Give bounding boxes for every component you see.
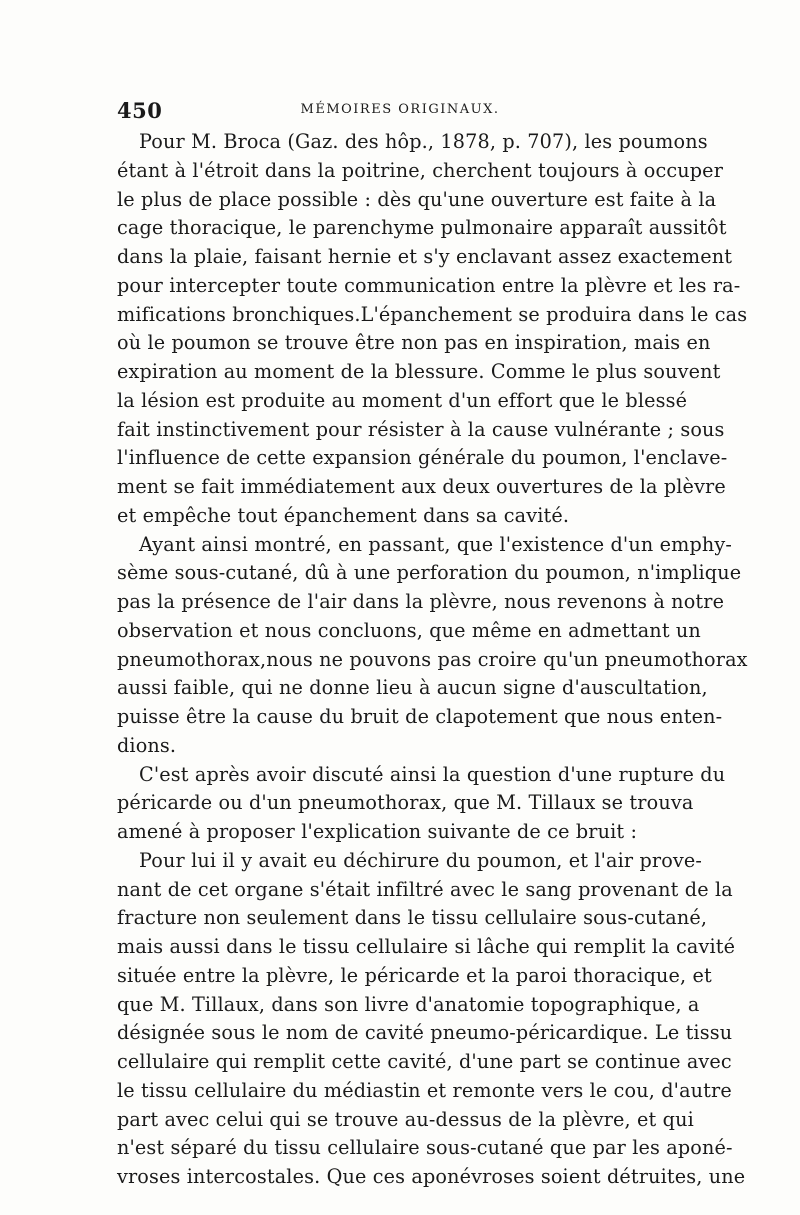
text-line: pas la présence de l'air dans la plèvre, nous revenons à notre — [117, 590, 725, 613]
text-line: mifications bronchiques.L'épanchement se produira dans le cas — [117, 302, 748, 326]
text-line: le plus de place possible : dès qu'une ouverture est faite à la — [117, 187, 717, 211]
page-number: 450 — [117, 98, 163, 123]
text-line: la lésion est produite au moment d'un effort que le blessé — [117, 388, 688, 412]
text-line: dions. — [117, 733, 177, 757]
text-line: désignée sous le nom de cavité pneumo-péricardique. Le tissu — [117, 1021, 733, 1045]
paragraph — [117, 761, 726, 847]
text-line: n'est séparé du tissu cellulaire sous-cutané que par les aponé- — [117, 1136, 733, 1160]
running-title: MÉMOIRES ORIGINAUX. — [300, 102, 500, 117]
text-line: péricarde ou d'un pneumothorax, que M. Tillaux se trouva — [117, 791, 694, 815]
text-line: vroses intercostales. Que ces aponévroses soient détruites, une — [117, 1165, 746, 1188]
text-line: cage thoracique, le parenchyme pulmonaire apparaît aussitôt — [117, 216, 727, 240]
text-line: pour intercepter toute communication entre la plèvre et les ra- — [117, 273, 741, 297]
text-line: le tissu cellulaire du médiastin et remonte vers le cou, d'autre — [117, 1078, 732, 1102]
text-line: Pour M. Broca (Gaz. des hôp., 1878, p. 707), les poumons — [139, 130, 708, 153]
paragraph — [117, 531, 748, 761]
text-line: ment se fait immédiatement aux deux ouvertures de la plèvre — [117, 475, 726, 498]
text-line: nant de cet organe s'était infiltré avec le sang provenant de la — [117, 877, 733, 901]
text-line: que M. Tillaux, dans son livre d'anatomie topographique, a — [117, 992, 700, 1016]
text-line: aussi faible, qui ne donne lieu à aucun signe d'auscultation, — [117, 676, 708, 700]
text-line: l'influence de cette expansion générale du poumon, l'enclave- — [117, 446, 728, 470]
text-line: observation et nous concluons, que même en admettant un — [117, 618, 701, 642]
running-head — [117, 98, 683, 122]
text-line: fait instinctivement pour résister à la cause vulnérante ; sous — [117, 417, 725, 441]
paragraph — [117, 847, 746, 1192]
text-line: où le poumon se trouve être non pas en inspiration, mais en — [117, 331, 711, 355]
text-line: cellulaire qui remplit cette cavité, d'une part se continue avec — [117, 1050, 732, 1073]
text-line: et empêche tout épanchement dans sa cavité. — [117, 503, 570, 527]
text-line: dans la plaie, faisant hernie et s'y enclavant assez exactement — [117, 245, 733, 268]
text-line: pneumothorax,nous ne pouvons pas croire qu'un pneumothorax — [117, 647, 748, 671]
text-line: part avec celui qui se trouve au-dessus de la plèvre, et qui — [117, 1107, 694, 1131]
text-line: expiration au moment de la blessure. Comme le plus souvent — [117, 360, 721, 383]
text-line: C'est après avoir discuté ainsi la question d'une rupture du — [139, 762, 726, 786]
text-line: mais aussi dans le tissu cellulaire si lâche qui remplit la cavité — [117, 935, 736, 958]
body-text — [117, 128, 748, 1192]
text-line: Ayant ainsi montré, en passant, que l'existence d'un emphy- — [139, 532, 733, 556]
text-line: étant à l'étroit dans la poitrine, cherchent toujours à occuper — [117, 158, 724, 182]
text-line: fracture non seulement dans le tissu cellulaire sous-cutané, — [117, 906, 708, 930]
text-line: Pour lui il y avait eu déchirure du poumon, et l'air prove- — [139, 848, 703, 872]
text-line: située entre la plèvre, le péricarde et la paroi thoracique, et — [117, 963, 712, 987]
paragraph — [117, 128, 748, 531]
text-line: sème sous-cutané, dû à une perforation du poumon, n'implique — [117, 561, 742, 585]
text-line: amené à proposer l'explication suivante de ce bruit : — [117, 820, 638, 843]
text-line: puisse être la cause du bruit de clapotement que nous enten- — [117, 705, 723, 728]
